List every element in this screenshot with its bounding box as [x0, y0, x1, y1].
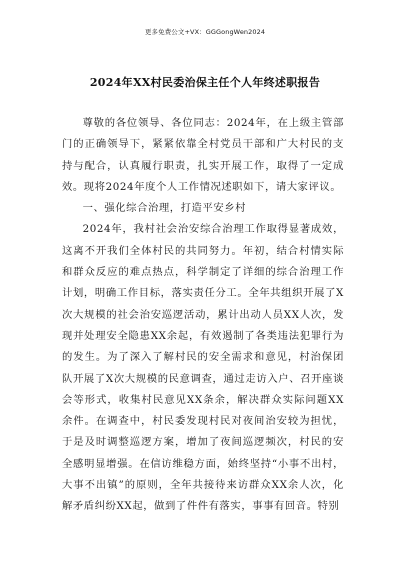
section-heading: 一、强化综合治理，打造平安乡村: [82, 202, 247, 215]
document-body: [62, 113, 344, 518]
greeting-paragraph: 尊敬的各位领导、各位同志：2024年，在上级主管部门的正确领导下，紧紧依靠全村党员干部和广大村民的支持与配合，认真履行职责，扎实开展工作，取得了一定成效。现将2024年度个人工作情况述职如下，请大家评议。: [62, 117, 344, 193]
body-paragraph: 2024年，我村社会治安综合治理工作取得显著成效，这离不开我们全体村民的共同努力。年初，结合村情实际和群众反应的难点热点，科学制定了详细的综合治理工作计划，明确工作目标，落实责任分工。全年共组织开展了X次大规模的社会治安巡逻活动，累计出动人员XX人次，发现并处理安全隐患XX余起，有效遏制了各类违法犯罪行为的发生。为了深入了解村民的安全需求和意见，村治保团队开展了X次大规模的民意调查，通过走访入户、召开座谈会等形式，收集村民意见XX条余，解决群众实际问题XX余件。在调查中，村民委发现村民对夜间治安较为担忧，于是及时调整巡逻方案，增加了夜间巡逻频次，村民的安全感明显增强。在信访维稳方面，始终坚持“小事不出村，大事不出镇”的原则，全年共接待来访群众XX余人次，化解矛盾纠纷XX起，做到了件件有落实，事事有回音。特别: [62, 223, 344, 513]
header-note: 更多免费公文+VX：GGGongWen2024: [144, 28, 266, 36]
page-title: 2024年XX村民委治保主任个人年终述职报告: [89, 76, 321, 89]
